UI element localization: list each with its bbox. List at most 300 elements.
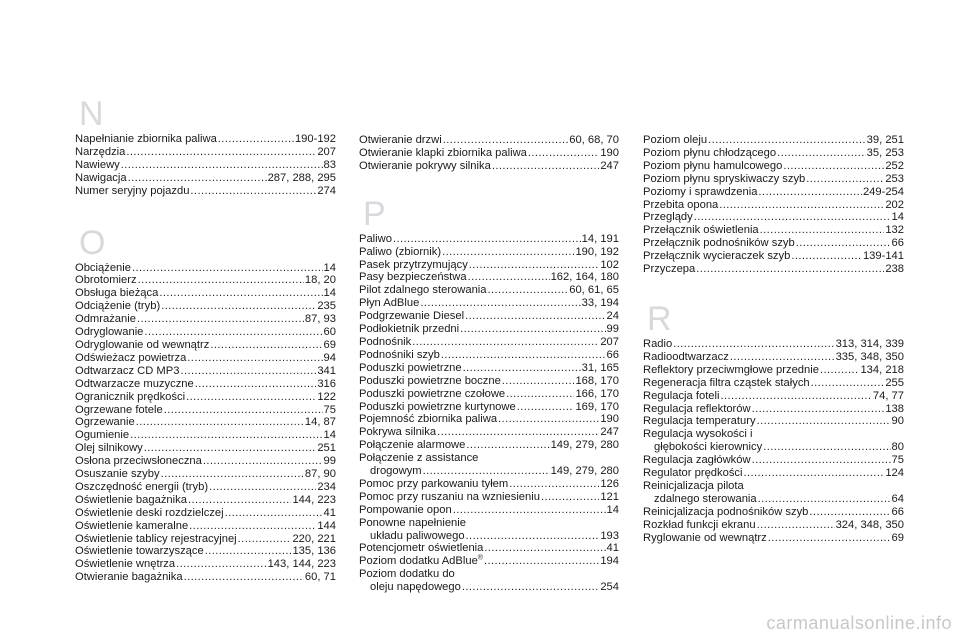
dot-leader xyxy=(696,263,884,276)
index-entry-pages: 254 xyxy=(600,581,619,594)
index-entry-title: Podgrzewanie Diesel xyxy=(359,310,465,323)
dot-leader xyxy=(238,533,292,546)
index-entry xyxy=(643,506,904,519)
index-entry xyxy=(643,237,904,250)
index-entry-pages: 87, 90 xyxy=(304,468,336,481)
dot-leader xyxy=(137,313,304,326)
index-entry-pages: 39, 251 xyxy=(866,134,904,146)
dot-leader xyxy=(441,349,606,362)
index-entry-title: Reflektory przeciwmgłowe przednie xyxy=(643,363,819,376)
index-entry-pages: 35, 253 xyxy=(866,146,904,159)
index-entry-title: Regulacja reflektorów xyxy=(643,402,751,415)
index-entry-title: Radio xyxy=(643,337,673,350)
dot-leader xyxy=(758,186,862,199)
index-entry-pages: 66 xyxy=(891,505,904,518)
index-entry-pages: 87, 93 xyxy=(304,313,336,326)
section-r-list-c xyxy=(643,506,904,545)
index-entry xyxy=(75,365,336,378)
index-entry xyxy=(643,224,904,237)
dot-leader xyxy=(437,426,599,439)
dot-leader xyxy=(820,364,859,377)
dot-leader xyxy=(180,365,316,378)
index-entry xyxy=(359,259,619,272)
index-entry xyxy=(643,173,904,186)
index-entry-title: drogowym xyxy=(370,465,422,478)
index-entry-title: Pojemność zbiornika paliwa xyxy=(359,413,498,426)
index-entry-pages: 274 xyxy=(317,184,336,197)
index-entry-title: Podnośnik xyxy=(359,335,412,348)
dot-leader xyxy=(144,442,317,455)
dot-leader xyxy=(203,455,323,468)
index-entry-multiline xyxy=(359,517,619,543)
index-entry-multiline xyxy=(359,452,619,478)
index-entry xyxy=(643,186,904,199)
dot-leader xyxy=(673,338,834,351)
index-entry xyxy=(75,507,336,520)
index-entry xyxy=(75,287,336,300)
index-column-1 xyxy=(75,97,336,584)
index-entry xyxy=(359,530,619,543)
dot-leader xyxy=(528,147,599,160)
index-entry-multiline xyxy=(359,568,619,594)
section-r-list-a xyxy=(643,338,904,428)
dot-leader xyxy=(488,284,569,297)
watermark: carmanualsonline.info xyxy=(766,613,952,633)
index-entry xyxy=(359,284,619,297)
index-entry-title: Ponowne napełnienie xyxy=(359,516,466,529)
index-entry-pages: 132 xyxy=(885,224,904,237)
index-entry-title: Odtwarzacz CD MP3 xyxy=(75,364,180,377)
dot-leader xyxy=(719,199,884,212)
index-entry-title: Połączenie alarmowe xyxy=(359,439,466,452)
index-column-2 xyxy=(359,134,619,594)
index-entry xyxy=(75,352,336,365)
index-entry xyxy=(359,388,619,401)
index-entry xyxy=(75,533,336,546)
index-entry-pages: 99 xyxy=(323,455,336,468)
index-entry-title: Oświetlenie deski rozdzielczej xyxy=(75,506,224,519)
section-r-list-b xyxy=(643,454,904,480)
index-entry-pages: 255 xyxy=(885,376,904,389)
index-entry xyxy=(359,401,619,414)
dot-leader xyxy=(412,336,599,349)
index-entry-pages: 190-192 xyxy=(294,133,336,145)
index-entry-pages: 60, 71 xyxy=(304,571,336,584)
index-entry-pages: 75 xyxy=(323,403,336,416)
dot-leader xyxy=(190,185,316,198)
index-entry-title: Odświeżacz powietrza xyxy=(75,351,187,364)
dot-leader xyxy=(768,532,891,545)
index-entry xyxy=(643,403,904,416)
dot-leader xyxy=(509,478,599,491)
index-entry-title: Poziom płynu chłodzącego xyxy=(643,146,777,159)
dot-leader xyxy=(132,262,323,275)
index-entry-multiline xyxy=(643,480,904,506)
index-entry-title: Poziom płynu spryskiwaczy szyb xyxy=(643,172,806,185)
dot-leader xyxy=(541,491,599,504)
index-entry xyxy=(643,493,904,506)
index-entry-pages: 14, 87 xyxy=(304,416,336,429)
index-entry-title: Połączenie z assistance xyxy=(359,452,479,465)
index-entry-title: Poduszki powietrzne czołowe xyxy=(359,387,506,400)
index-entry-pages: 238 xyxy=(885,263,904,276)
index-entry xyxy=(643,532,904,545)
index-entry-title: Narzędzia xyxy=(75,145,126,158)
index-entry-pages: 202 xyxy=(885,198,904,211)
index-entry-title: Reinicjalizacja podnośników szyb xyxy=(643,505,809,518)
dot-leader xyxy=(744,467,885,480)
dot-leader xyxy=(161,300,316,313)
index-entry xyxy=(75,146,336,159)
index-entry-title: Oświetlenie kameralne xyxy=(75,519,189,532)
index-entry xyxy=(359,413,619,426)
index-entry-title: Pasek przytrzymujący xyxy=(359,258,468,271)
section-p-list-a xyxy=(359,233,619,452)
index-entry-pages: 335, 348, 350 xyxy=(835,350,904,363)
index-entry-title: Ogranicznik prędkości xyxy=(75,390,186,403)
section-p-entries xyxy=(359,233,619,594)
index-entry-title: układu paliwowego xyxy=(370,529,465,542)
dot-leader xyxy=(161,468,304,481)
index-entry xyxy=(643,364,904,377)
index-entry-pages: 149, 279, 280 xyxy=(550,439,619,452)
section-letter-p: P xyxy=(363,194,386,233)
dot-leader xyxy=(187,352,322,365)
index-entry-pages: 124 xyxy=(885,467,904,480)
index-entry-title: Oświetlenie wnętrza xyxy=(75,558,176,571)
index-entry xyxy=(75,313,336,326)
index-entry-pages: 168, 170 xyxy=(575,374,619,387)
index-entry-pages: 74, 77 xyxy=(872,389,904,402)
index-entry-pages: 220, 221 xyxy=(292,532,336,545)
dot-leader xyxy=(492,160,600,173)
section-p-list-b xyxy=(359,478,619,517)
index-entry xyxy=(75,274,336,287)
index-entry xyxy=(643,390,904,403)
dot-leader xyxy=(468,271,550,284)
index-entry xyxy=(643,351,904,364)
index-entry-title: głębokości kierownicy xyxy=(654,441,763,454)
index-entry-title: Radioodtwarzacz xyxy=(643,350,729,363)
dot-leader xyxy=(205,545,292,558)
dot-leader xyxy=(502,375,575,388)
index-entry-title: Oświetlenie bagażnika xyxy=(75,493,187,506)
index-entry-title: Przełącznik podnośników szyb xyxy=(643,237,795,250)
dot-leader xyxy=(393,233,581,246)
index-entry-pages: 60, 61, 65 xyxy=(569,284,619,297)
index-entry xyxy=(75,429,336,442)
index-entry-pages: 207 xyxy=(317,145,336,158)
index-entry-pages: 138 xyxy=(885,402,904,415)
index-entry-title: Ogrzewane fotele xyxy=(75,403,163,416)
index-entry-title: Poziomy i sprawdzenia xyxy=(643,185,758,198)
index-entry xyxy=(643,377,904,390)
dot-leader xyxy=(188,494,291,507)
dot-leader xyxy=(144,326,322,339)
index-entry xyxy=(359,504,619,517)
index-entry-pages: 252 xyxy=(885,159,904,172)
index-entry xyxy=(643,263,904,276)
index-entry-pages: 14, 191 xyxy=(581,232,619,245)
index-entry xyxy=(75,481,336,494)
index-entry-pages: 18, 20 xyxy=(304,274,336,287)
index-entry xyxy=(643,441,904,454)
index-entry xyxy=(75,468,336,481)
index-entry-title: Odciążenie (tryb) xyxy=(75,300,161,313)
dot-leader xyxy=(721,390,872,403)
dot-leader xyxy=(694,211,891,224)
index-entry-title: Nawigacja xyxy=(75,171,127,184)
index-entry-pages: 162, 164, 180 xyxy=(550,271,619,284)
index-entry-title: Paliwo (zbiornik) xyxy=(359,245,442,258)
index-entry-title: Poduszki powietrzne boczne xyxy=(359,374,501,387)
dot-leader xyxy=(484,542,605,555)
index-entry-title: Regulacja temperatury xyxy=(643,415,756,428)
index-entry xyxy=(643,338,904,351)
section-n-entries xyxy=(75,133,336,198)
index-entry-title: Pomoc przy ruszaniu na wzniesieniu xyxy=(359,490,540,503)
index-entry-title: Przebita opona xyxy=(643,198,719,211)
index-entry-pages: 33, 194 xyxy=(581,297,619,310)
index-entry-pages: 207 xyxy=(600,335,619,348)
index-entry-pages: 316 xyxy=(317,377,336,390)
index-entry xyxy=(75,300,336,313)
dot-leader xyxy=(184,571,304,584)
dot-leader xyxy=(453,504,606,517)
index-entry-title: Napełnianie zbiornika paliwa xyxy=(75,133,217,145)
index-entry xyxy=(359,297,619,310)
section-letter-o: O xyxy=(79,223,106,262)
index-entry-title: Osłona przeciwsłoneczna xyxy=(75,455,202,468)
index-entry-pages: 64 xyxy=(891,492,904,505)
index-entry-title: Przyczepa xyxy=(643,263,696,276)
index-entry-pages: 190 xyxy=(600,413,619,426)
index-entry-pages: 14 xyxy=(891,211,904,224)
index-entry-pages: 144, 223 xyxy=(292,493,336,506)
index-entry-title: Regulacja foteli xyxy=(643,389,720,402)
index-entry-pages: 287, 288, 295 xyxy=(267,171,336,184)
index-entry xyxy=(75,494,336,507)
index-entry xyxy=(643,160,904,173)
dot-leader xyxy=(443,134,569,147)
index-entry-pages: 193 xyxy=(600,529,619,542)
index-entry-title: Pompowanie opon xyxy=(359,503,452,516)
index-entry xyxy=(359,147,619,160)
index-entry-pages: 24 xyxy=(606,310,619,323)
index-entry-title: Poziom oleju xyxy=(643,134,708,146)
index-entry-pages: 134, 218 xyxy=(860,363,904,376)
index-entry-title: Pilot zdalnego sterowania xyxy=(359,284,487,297)
index-entry-pages: 122 xyxy=(317,390,336,403)
index-entry-pages: 102 xyxy=(600,258,619,271)
index-entry-pages: 83 xyxy=(323,158,336,171)
index-entry-title: Reinicjalizacja pilota xyxy=(643,479,744,492)
index-entry xyxy=(359,581,619,594)
dot-leader xyxy=(466,439,549,452)
index-entry-title: Potencjometr oświetlenia xyxy=(359,542,484,555)
dot-leader xyxy=(465,310,605,323)
index-entry-title: Płyn AdBlue xyxy=(359,297,420,310)
index-entry-title: Odmrażanie xyxy=(75,313,136,326)
dot-leader xyxy=(708,134,866,147)
index-entry-title: Poziom płynu hamulcowego xyxy=(643,159,783,172)
dot-leader xyxy=(176,558,266,571)
dot-leader xyxy=(138,274,304,287)
index-entry xyxy=(75,455,336,468)
index-entry xyxy=(359,246,619,259)
index-entry-pages: 169, 170 xyxy=(575,400,619,413)
index-entry xyxy=(75,185,336,198)
index-entry-title: Regeneracja filtra cząstek stałych xyxy=(643,376,810,389)
dot-leader xyxy=(463,362,581,375)
index-entry-title: Przeglądy xyxy=(643,211,693,224)
index-entry-pages: 14 xyxy=(323,429,336,442)
index-entry-title: Przełącznik wycieraczek szyb xyxy=(643,250,791,263)
index-entry-title: Odtwarzacze muzyczne xyxy=(75,377,194,390)
index-entry-pages: 66 xyxy=(606,348,619,361)
index-entry xyxy=(75,416,336,429)
index-entry xyxy=(359,310,619,323)
index-entry xyxy=(643,211,904,224)
index-entry-title: Oświetlenie tablicy rejestracyjnej xyxy=(75,532,237,545)
index-entry-title: Numer seryjny pojazdu xyxy=(75,184,190,197)
index-entry xyxy=(75,133,336,146)
index-entry-title: zdalnego sterowania xyxy=(654,492,757,505)
index-entry-pages: 41 xyxy=(323,506,336,519)
index-entry xyxy=(643,519,904,532)
index-entry-title: Paliwo xyxy=(359,232,392,245)
index-entry-title: Otwieranie pokrywy silnika xyxy=(359,159,491,172)
index-entry xyxy=(75,172,336,185)
dot-leader xyxy=(811,377,885,390)
index-entry-title: Poduszki powietrzne kurtynowe xyxy=(359,400,516,413)
index-entry-pages: 14 xyxy=(323,261,336,274)
index-entry-pages: 251 xyxy=(317,442,336,455)
section-letter-n: N xyxy=(79,95,104,133)
index-entry-pages: 31, 165 xyxy=(581,361,619,374)
index-entry-title: Regulacja zagłówków xyxy=(643,454,751,467)
dot-leader xyxy=(757,415,891,428)
index-entry-pages: 14 xyxy=(323,287,336,300)
index-entry-title: Podłokietnik przedni xyxy=(359,323,460,336)
dot-leader xyxy=(783,160,884,173)
index-entry-pages: 126 xyxy=(600,477,619,490)
index-entry xyxy=(359,160,619,173)
section-r-entries xyxy=(643,338,904,545)
index-entry xyxy=(75,326,336,339)
index-entry-pages: 234 xyxy=(317,480,336,493)
dot-leader xyxy=(126,146,316,159)
dot-leader xyxy=(760,224,885,237)
section-p-continued-entries xyxy=(643,134,904,276)
index-entry-pages: 247 xyxy=(600,426,619,439)
index-entry-title: Pasy bezpieczeństwa xyxy=(359,271,467,284)
index-entry-pages: 94 xyxy=(323,351,336,364)
index-entry-pages: 121 xyxy=(600,490,619,503)
dot-leader xyxy=(517,401,575,414)
index-entry-pages: 143, 144, 223 xyxy=(267,558,336,571)
index-entry-pages: 66 xyxy=(891,237,904,250)
dot-leader xyxy=(195,378,317,391)
index-entry-title: Przełącznik oświetlenia xyxy=(643,224,759,237)
index-entry-title: Obrotomierz xyxy=(75,274,137,287)
index-entry xyxy=(75,520,336,533)
index-entry xyxy=(75,404,336,417)
section-o-continued-entries xyxy=(359,134,619,173)
index-entry-title: Oszczędność energii (tryb) xyxy=(75,480,209,493)
index-entry-title: Poduszki powietrzne xyxy=(359,361,462,374)
index-entry-title: Ryglowanie od wewnątrz xyxy=(643,531,767,544)
index-entry-title: Pomoc przy parkowaniu tyłem xyxy=(359,477,509,490)
dot-leader xyxy=(796,237,891,250)
index-entry-title: Odryglowanie od wewnątrz xyxy=(75,338,210,351)
dot-leader xyxy=(189,520,316,533)
index-entry xyxy=(359,439,619,452)
index-entry xyxy=(75,442,336,455)
index-entry-title: Ogrzewanie xyxy=(75,416,135,429)
index-entry-title: Poziom dodatku do xyxy=(359,568,455,581)
index-entry-pages: 190 xyxy=(600,146,619,159)
index-entry xyxy=(643,454,904,467)
dot-leader xyxy=(209,481,316,494)
index-entry-title: Otwieranie klapki zbiornika paliwa xyxy=(359,146,527,159)
dot-leader xyxy=(752,454,891,467)
index-entry-pages: 60 xyxy=(323,326,336,339)
index-entry xyxy=(359,134,619,147)
index-entry xyxy=(75,391,336,404)
index-entry-pages: 90 xyxy=(891,415,904,428)
index-entry-title: Olej silnikowy xyxy=(75,442,143,455)
index-entry xyxy=(75,378,336,391)
dot-leader xyxy=(210,339,322,352)
index-entry xyxy=(75,558,336,571)
dot-leader xyxy=(730,351,835,364)
dot-leader xyxy=(460,323,605,336)
index-entry xyxy=(643,147,904,160)
index-entry-title: Nawiewy xyxy=(75,158,120,171)
index-entry-pages: 341 xyxy=(317,364,336,377)
index-entry-pages: 144 xyxy=(317,519,336,532)
dot-leader xyxy=(777,147,866,160)
index-entry-title: Obciążenie xyxy=(75,261,131,274)
dot-leader xyxy=(506,388,574,401)
index-entry-title: Otwieranie bagażnika xyxy=(75,571,183,584)
index-entry-title: Poziom dodatku AdBlue® xyxy=(359,554,483,568)
index-entry-pages: 99 xyxy=(606,323,619,336)
index-entry xyxy=(75,339,336,352)
index-entry xyxy=(643,467,904,480)
index-entry-title: Oświetlenie towarzyszące xyxy=(75,545,204,558)
index-entry-title: Podnośniki szyb xyxy=(359,348,440,361)
index-entry xyxy=(359,491,619,504)
dot-leader xyxy=(806,173,884,186)
index-entry xyxy=(359,349,619,362)
index-entry-pages: 324, 348, 350 xyxy=(835,518,904,531)
index-entry-title: Pokrywa silnika xyxy=(359,426,437,439)
section-letter-r: R xyxy=(647,299,672,338)
index-entry-title: oleju napędowego xyxy=(370,581,461,594)
index-entry-title: Rozkład funkcji ekranu xyxy=(643,518,756,531)
index-entry-multiline xyxy=(643,428,904,454)
index-entry xyxy=(359,478,619,491)
index-entry-pages: 149, 279, 280 xyxy=(550,465,619,478)
index-entry-pages: 69 xyxy=(323,338,336,351)
index-entry xyxy=(75,571,336,584)
dot-leader xyxy=(128,172,267,185)
dot-leader xyxy=(186,391,316,404)
index-entry-title: Odryglowanie xyxy=(75,326,144,339)
index-entry-pages: 41 xyxy=(606,542,619,555)
